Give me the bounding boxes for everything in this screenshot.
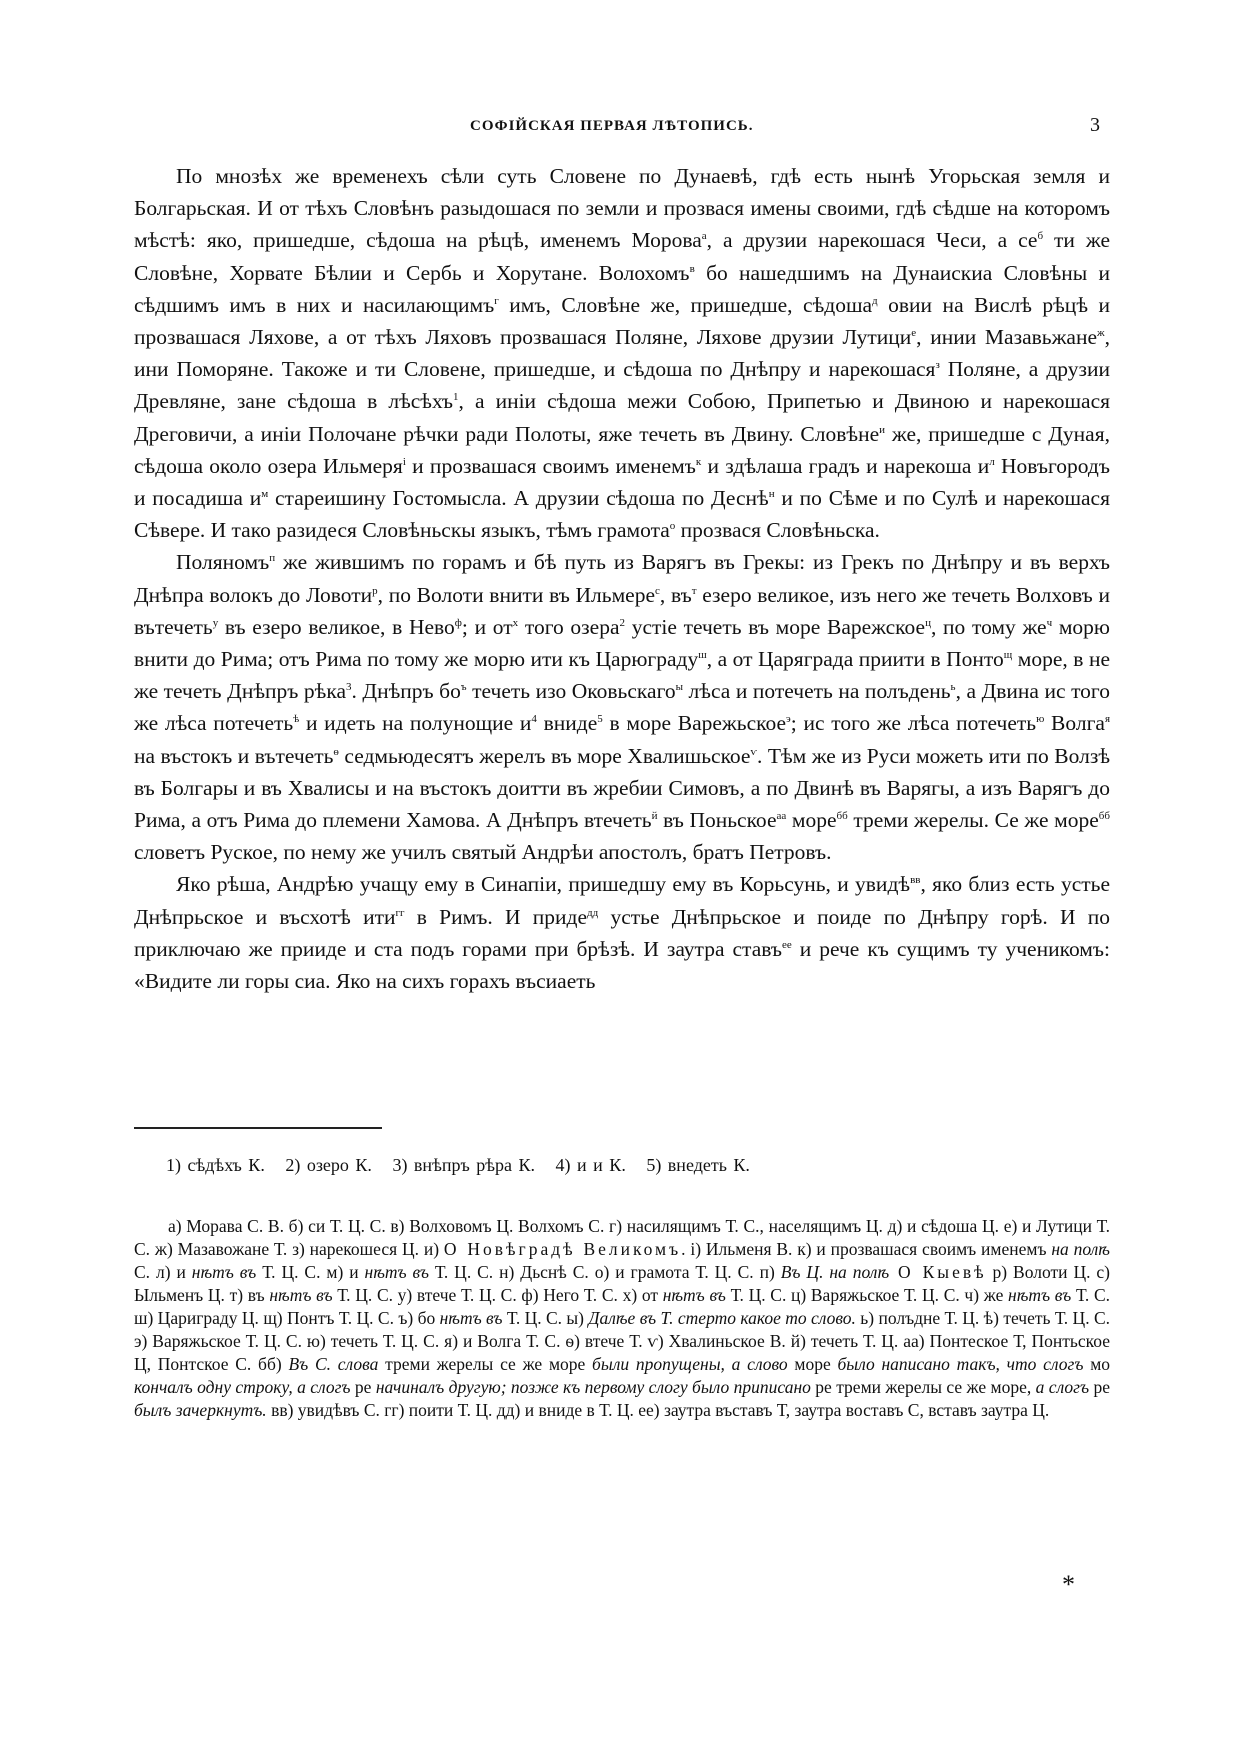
signature-mark: * <box>1062 1570 1075 1599</box>
footnote: 4) и и К. <box>555 1155 626 1175</box>
footnote: 5) внедеть К. <box>646 1155 750 1175</box>
apparatus-text: а) Морава С. В. б) си Т. Ц. С. в) Волховомъ Ц. Волхомъ С. г) насилящимъ Т. С., населящимъ Ц. д) и сѣдоша Ц. е) и Лутици Т. С. ж) Мазавожане Т. з) нарекошеся Ц. и) О Новѣградѣ Великомъ. і) Ильменя В. к) и прозвашася своимъ именемъ на полѣ С. л) и нѣтъ въ Т. Ц. С. м) и нѣтъ въ Т. Ц. С. н) Дьснѣ С. о) и грамота Т. Ц. С. п) Въ Ц. на полѣ О Кыевѣ р) Волоти Ц. с) Ыльменъ Ц. т) въ нѣтъ въ Т. Ц. С. у) втече Т. Ц. С. ф) Него Т. С. х) от нѣтъ въ Т. Ц. С. ц) Варяжьское Т. Ц. С. ч) же нѣтъ въ Т. С. ш) Цариграду Ц. щ) Понтъ Т. Ц. С. ъ) бо нѣтъ въ Т. Ц. С. ы) Далѣе въ Т. стерто какое то слово. ь) полъдне Т. Ц. ѣ) течеть Т. Ц. С. э) Варяжьское Т. Ц. С. ю) течеть Т. Ц. С. я) и Волга Т. С. ѳ) втече Т. ѵ) Хвалиньское В. й) течеть Т. Ц. аа) Понтеское Т, Понтьское Ц, Понтское С. бб) Въ С. слова треми жерелы се же море были пропущены, а слово море было написано такъ, что слогъ мо кончалъ одну строку, а слогъ ре начиналъ другую; позже къ первому слогу было приписано ре треми жерелы се же море, а слогъ ре былъ зачеркнутъ. вв) увидѣвъ С. гг) поити Т. Ц. дд) и вниде в Т. Ц. ее) заутра въставъ Т, заутра воставъ С, вставъ заутра Ц. <box>134 1216 1111 1420</box>
footnote-rule <box>134 1127 382 1129</box>
paragraph: Поляномъ$^п$ же жившимъ по горамъ и бѣ путь из Варягъ въ Грекы: из Грекъ по Днѣпру и въ верхъ Днѣпра волокъ до Ловоти$^р$, по Волоти внити въ Ильмере$^с$, $въ^т$ езеро великое, изъ него же течеть Волховъ и вътечеть$^у$ въ езеро великое, в Нево$^ф$; и $от^х$ того озера$^2$ устіе течеть въ море Варежское$^ц$, по тому $же^ч$ морю внити до Рима; отъ Рима по тому же морю ити къ Царюграду$^ш$, а от Царяграда приити в Понто$^щ$ море, в не же течеть Днѣпръ рѣка$^3$. Днѣпръ $бо^ъ$ течеть изо Оковьскаго$^ы$ лѣса и потечеть на полъдень$^ь$, а Двина ис того же лѣса потечеть$^ѣ$ и идеть на полунощие $и^4$ вниде$^5$ в море Варежьское$^э$; ис того же лѣса потечеть$^ю$ Волга$^я$ на въстокъ и вътечеть$^ѳ$ седмьюдесятъ жерелъ въ море Хвалишьское$^ѵ$. Тѣм же из Руси можеть ити по Волзѣ въ Болгары и въ Хвалисы и на въстокъ доитти въ жребии Симовъ, а по Двинѣ въ Варягы, а изъ Варягъ до Рима, а отъ Рима до племени Хамова. А Днѣпръ втечеть$^й$ въ Поньское$^{аа}$ море$^{бб}$ треми жерелы. Се же море$^{бб}$ словетъ Руское, по нему же училъ святый Андрѣи апостолъ, братъ Петровъ. <box>134 550 1111 865</box>
main-text <box>134 160 1110 997</box>
numbered-footnotes <box>166 1155 764 1176</box>
paragraph: По мнозѣх же временехъ сѣли суть Словене по Дунаевѣ, гдѣ есть нынѣ Угорьская земля и Болгарьская. И от тѣхъ Словѣнъ разыдошася по земли и прозвася имены своими, гдѣ сѣдше на которомъ мѣстѣ: яко, пришедше, сѣдоша на рѣцѣ, именемъ Морова$^а$, а друзии нарекошася Чеси, а $се^б$ ти же Словѣне, Хорвате Бѣлии и Сербь и Хорутане. Волохомъ$^в$ бо нашедшимъ на Дунаискиа Словѣны и сѣдшимъ имъ в них и насилающимъ$^г$ имъ, Словѣне же, пришедше, сѣдоша$^д$ овии на Вислѣ рѣцѣ и прозвашася Ляхове, а от тѣхъ Ляховъ прозвашася Поляне, Ляхове друзии Лутици$^е$, инии Мазавьжане$^ж$, ини Поморяне. Такоже и ти Словене, пришедше, и сѣдоша по Днѣпру и нарекошася$^з$ Поляне, а друзии Древляне, зане сѣдоша в лѣсѣхъ$^1$, а иніи сѣдоша межи Собою, Припетью и Двиною и нарекошася Дреговичи, а иніи Полочане рѣчки ради Полоты, яже течеть въ Двину. Словѣне$^и$ же, пришедше с Дуная, сѣдоша около озера Ильмеря$^і$ и прозвашася своимъ именемъ$^к$ и здѣлаша градъ и нарекоша $и^л$ Новъгородъ и посадиша $и^м$ стареишину Гостомысла. А друзии сѣдоша по Деснѣ$^н$ и по Сѣме и по Сулѣ и нарекошася Сѣвере. И тако разидеся Словѣньскы языкъ, тѣмъ грамота$^о$ прозвася Словѣньска. <box>134 164 1111 543</box>
running-title: СОФІЙСКАЯ ПЕРВАЯ ЛѢТОПИСЬ. <box>470 118 754 134</box>
footnote: 1) сѣдѣхъ К. <box>166 1155 265 1175</box>
footnote: 2) озеро К. <box>285 1155 372 1175</box>
page-number: 3 <box>1090 114 1100 136</box>
paragraph: Яко рѣша, Андрѣю учащу ему в Синапіи, пришедшу ему въ Корьсунь, и увидѣ$^{вв}$, яко близ есть устье Днѣпрьское и въсхотѣ ити$^{гг}$ в Римъ. И приде$^{дд}$ устье Днѣпрьское и поиде по Днѣпру горѣ. И по приключаю же прииде и ста подъ горами при брѣзѣ. И заутра ставъ$^{ее}$ и рече къ сущимъ ту ученикомъ: «Видите ли горы сиа. Яко на сихъ горахъ въсиаеть <box>134 872 1111 994</box>
critical-apparatus <box>134 1215 1110 1422</box>
footnote: 3) внѣпръ рѣра К. <box>392 1155 536 1175</box>
